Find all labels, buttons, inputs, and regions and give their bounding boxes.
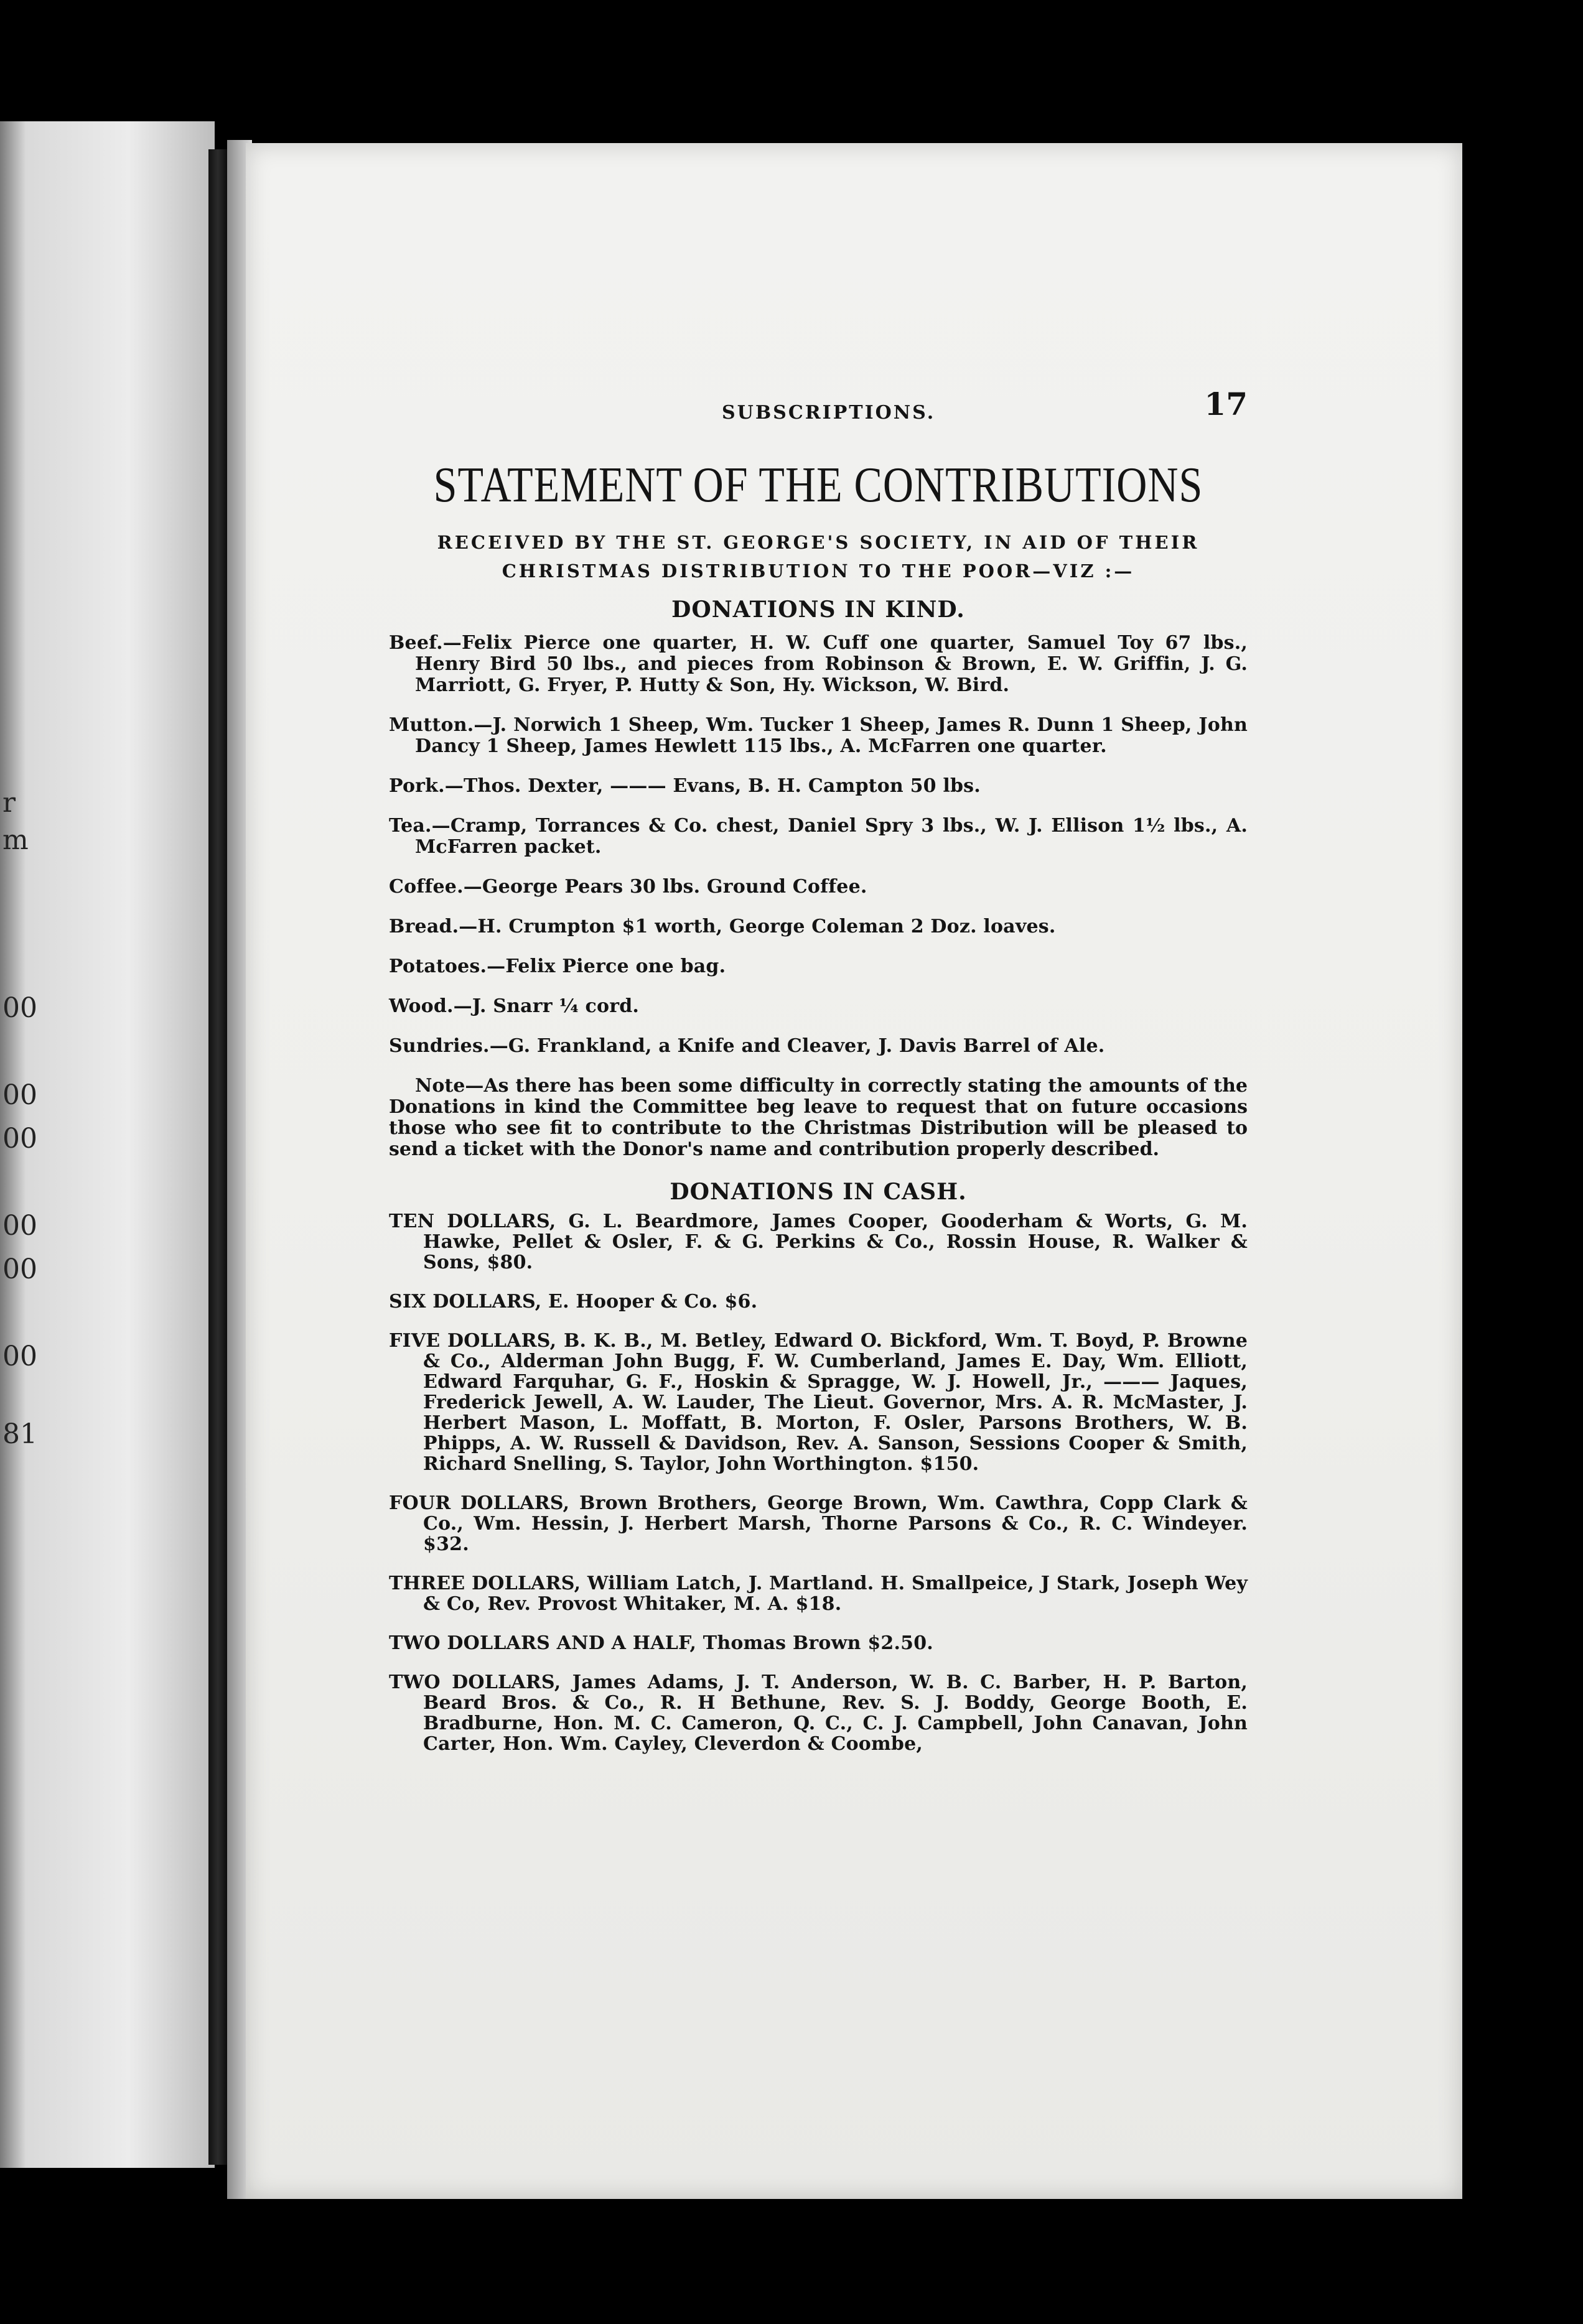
kind-entry: Pork.—Thos. Dexter, ——— Evans, B. H. Campton 50 lbs. xyxy=(389,775,981,797)
edge-fragment: 00 xyxy=(2,1253,37,1285)
edge-fragment: m xyxy=(2,824,29,856)
cash-entry: THREE DOLLARS, William Latch, J. Martland. H. Smallpeice, J Stark, Joseph Wey & Co, Rev. Provost Whitaker, M. A. $18. xyxy=(389,1573,1248,1615)
edge-fragment: 00 xyxy=(2,1079,37,1111)
edge-fragment: r xyxy=(2,787,16,819)
book-spine xyxy=(208,149,227,2165)
kind-heading: DONATIONS IN KIND. xyxy=(671,597,965,623)
cash-entry: FIVE DOLLARS, B. K. B., M. Betley, Edward O. Bickford, Wm. T. Boyd, P. Browne & Co., Alderman John Bugg, F. W. Cumberland, James E. Day, Wm. Elliott, Edward Farquhar, G. F., Hoskin & Spragge, W. J. Howell, Jr., ——— Jaques, Frederick Jewell, A. W. Lauder, The Lieut. Governor, Mrs. A. R. McMaster, J. Herbert Mason, L. Moffatt, B. Morton, F. Osler, Parsons Brothers, W. B. Phipps, A. W. Russell & Davidson, Rev. A. Sanson, Sessions Cooper & Smith, Richard Snelling, S. Taylor, John Worthington. $150. xyxy=(389,1330,1248,1475)
note-paragraph: Note—As there has been some difficulty in correctly stating the amounts of the Donations in kind the Committee beg leave to request that on future occasions those who see fit to contribute to the Christmas Distribution will be pleased to send a ticket with the Donor's name and contribution properly described. xyxy=(389,1075,1248,1160)
subtitle-line: CHRISTMAS DISTRIBUTION TO THE POOR—VIZ :— xyxy=(502,560,1135,582)
kind-list xyxy=(389,633,1248,1057)
running-header xyxy=(389,386,1248,429)
kind-entry: Bread.—H. Crumpton $1 worth, George Coleman 2 Doz. loaves. xyxy=(389,916,1056,937)
kind-entry: Beef.—Felix Pierce one quarter, H. W. Cuff one quarter, Samuel Toy 67 lbs., Henry Bird 50 lbs., and pieces from Robinson & Brown, E. W. Griffin, J. G. Marriott, G. Fryer, P. Hutty & Son, Hy. Wickson, W. Bird. xyxy=(389,632,1248,696)
kind-entry: Sundries.—G. Frankland, a Knife and Cleaver, J. Davis Barrel of Ale. xyxy=(389,1035,1105,1057)
running-title: SUBSCRIPTIONS. xyxy=(722,402,936,424)
cash-entry: TWO DOLLARS AND A HALF, Thomas Brown $2.50. xyxy=(389,1632,933,1654)
kind-entry: Tea.—Cramp, Torrances & Co. chest, Daniel Spry 3 lbs., W. J. Ellison 1½ lbs., A. McFarren packet. xyxy=(389,815,1248,858)
kind-entry: Wood.—J. Snarr ¼ cord. xyxy=(389,995,640,1017)
cash-list xyxy=(389,1211,1248,1754)
cash-entry: TEN DOLLARS, G. L. Beardmore, James Cooper, Gooderham & Worts, G. M. Hawke, Pellet & Osler, F. & G. Perkins & Co., Rossin House, R. Walker & Sons, $80. xyxy=(389,1211,1248,1273)
edge-fragment: 00 xyxy=(2,1341,37,1372)
edge-fragment: 00 xyxy=(2,992,37,1024)
edge-fragment: 00 xyxy=(2,1210,37,1242)
cash-entry: FOUR DOLLARS, Brown Brothers, George Brown, Wm. Cawthra, Copp Clark & Co., Wm. Hessin, J. Herbert Marsh, Thorne Parsons & Co., R. C. Windeyer. $32. xyxy=(389,1492,1248,1555)
subtitle xyxy=(389,528,1248,585)
subtitle-line: RECEIVED BY THE ST. GEORGE'S SOCIETY, IN AID OF THEIR xyxy=(437,532,1200,553)
page-content xyxy=(389,386,1248,1773)
page-title: STATEMENT OF THE CONTRIBUTIONS xyxy=(433,457,1203,513)
book-page xyxy=(246,143,1462,2199)
page-number: 17 xyxy=(1204,386,1248,422)
cash-entry: SIX DOLLARS, E. Hooper & Co. $6. xyxy=(389,1291,758,1313)
kind-entry: Potatoes.—Felix Pierce one bag. xyxy=(389,955,726,977)
cash-entry: TWO DOLLARS, James Adams, J. T. Anderson, W. B. C. Barber, H. P. Barton, Beard Bros. & Co., R. H Bethune, Rev. S. J. Boddy, George Booth, E. Bradburne, Hon. M. C. Cameron, Q. C., C. J. Campbell, John Canavan, John Carter, Hon. Wm. Cayley, Cleverdon & Coombe, xyxy=(389,1671,1248,1755)
kind-entry: Mutton.—J. Norwich 1 Sheep, Wm. Tucker 1 Sheep, James R. Dunn 1 Sheep, John Dancy 1 Sheep, James Hewlett 115 lbs., A. McFarren one quarter. xyxy=(389,714,1248,757)
edge-fragment: 81 xyxy=(2,1418,37,1450)
edge-fragment: 00 xyxy=(2,1123,37,1155)
kind-entry: Coffee.—George Pears 30 lbs. Ground Coffee. xyxy=(389,876,867,898)
cash-heading: DONATIONS IN CASH. xyxy=(670,1179,967,1205)
previous-page-edge xyxy=(0,121,215,2168)
